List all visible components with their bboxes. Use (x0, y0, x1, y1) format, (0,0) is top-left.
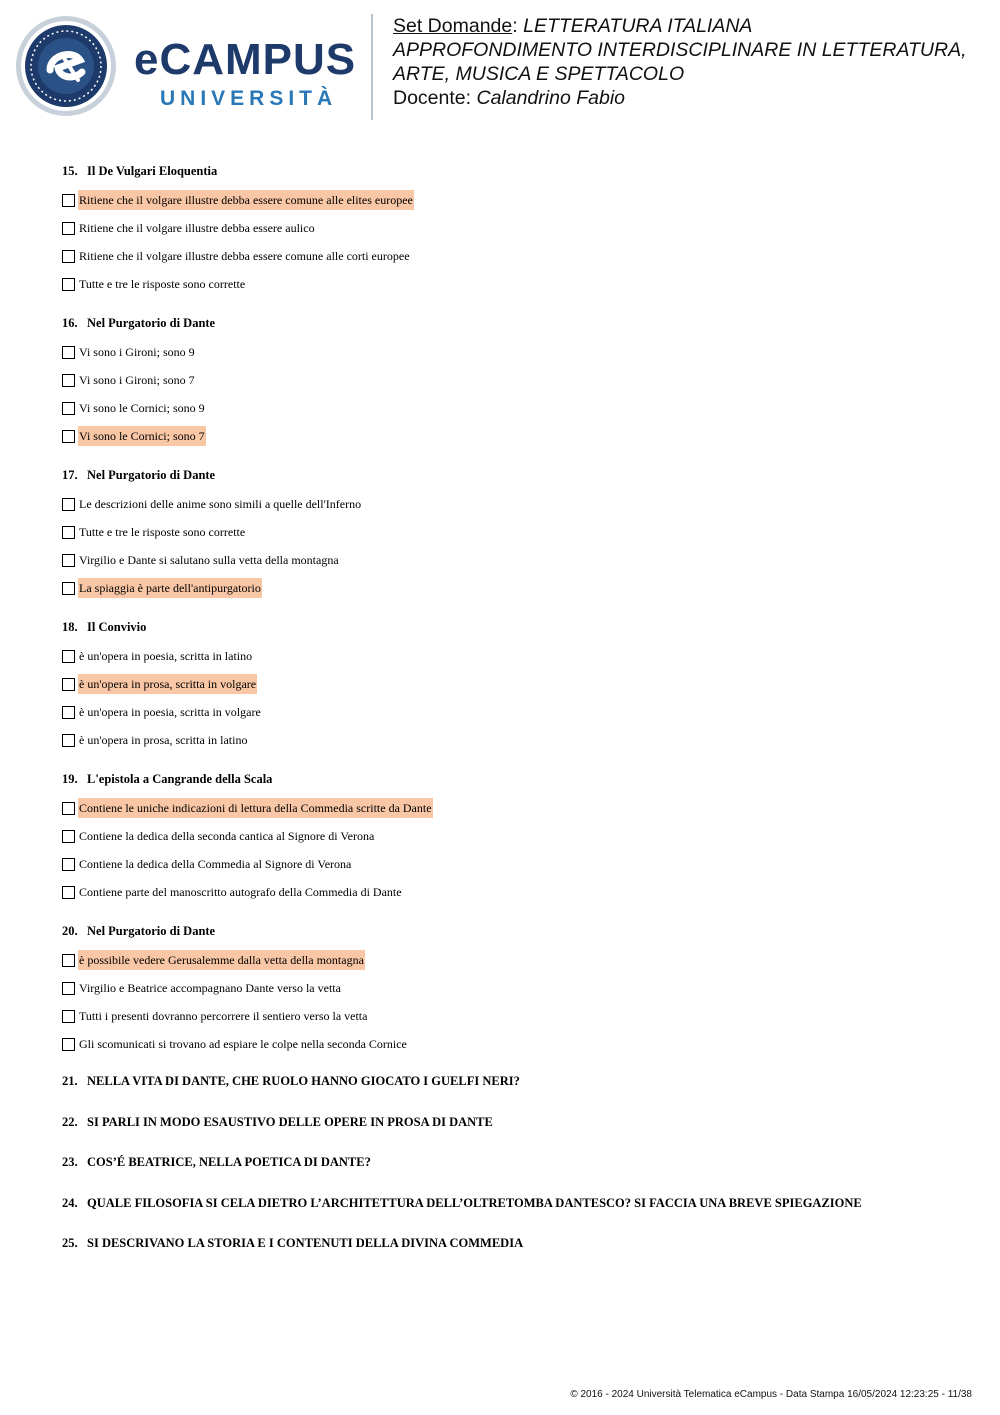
ecampus-emblem-icon (14, 14, 118, 118)
option-text: è un'opera in poesia, scritta in volgare (79, 705, 261, 719)
open-question-24: 24. QUALE FILOSOFIA SI CELA DIETRO L’ARCHITETTURA DELL’OLTRETOMBA DANTESCO? SI FACCIA UNA BREVE SPIEGAZIONE (62, 1195, 862, 1210)
ecampus-logo (14, 14, 359, 118)
checkbox[interactable] (62, 802, 75, 815)
checkbox[interactable] (62, 402, 75, 415)
question-20 (62, 920, 962, 1058)
option-text: Ritiene che il volgare illustre debba essere comune alle corti europee (79, 249, 410, 263)
question-title: 16. Nel Purgatorio di Dante (62, 316, 216, 330)
question-title: 17. Nel Purgatorio di Dante (62, 468, 216, 482)
answer-option[interactable] (62, 1002, 962, 1030)
answer-option[interactable] (62, 698, 962, 726)
checkbox[interactable] (62, 1010, 75, 1023)
question-16 (62, 312, 962, 450)
question-19 (62, 768, 962, 906)
answer-option[interactable] (62, 394, 962, 422)
answer-option[interactable] (62, 186, 962, 214)
option-text: Gli scomunicati si trovano ad espiare le colpe nella seconda Cornice (79, 1037, 407, 1051)
set-label: Set Domande (393, 15, 513, 37)
option-text: Contiene le uniche indicazioni di lettura della Commedia scritte da Dante (78, 798, 433, 818)
checkbox[interactable] (62, 858, 75, 871)
checkbox[interactable] (62, 346, 75, 359)
header-info (393, 14, 993, 110)
question-17 (62, 464, 962, 602)
checkbox[interactable] (62, 250, 75, 263)
answer-option[interactable] (62, 946, 962, 974)
checkbox[interactable] (62, 194, 75, 207)
checkbox[interactable] (62, 954, 75, 967)
checkbox[interactable] (62, 706, 75, 719)
checkbox[interactable] (62, 582, 75, 595)
checkbox[interactable] (62, 278, 75, 291)
checkbox[interactable] (62, 830, 75, 843)
answer-option[interactable] (62, 850, 962, 878)
option-text: Virgilio e Dante si salutano sulla vetta della montagna (79, 553, 339, 567)
answer-option[interactable] (62, 270, 962, 298)
questions-content (62, 160, 962, 1275)
checkbox[interactable] (62, 650, 75, 663)
option-text: Contiene la dedica della seconda cantica al Signore di Verona (79, 829, 375, 843)
answer-option[interactable] (62, 794, 962, 822)
page-footer: © 2016 - 2024 Università Telematica eCampus - Data Stampa 16/05/2024 12:23:25 - 11/38 (570, 1389, 972, 1400)
docente-label: Docente: (393, 87, 472, 109)
answer-option[interactable] (62, 338, 962, 366)
option-text: Vi sono le Cornici; sono 9 (79, 401, 205, 415)
answer-option[interactable] (62, 726, 962, 754)
answer-option[interactable] (62, 214, 962, 242)
question-title: 15. Il De Vulgari Eloquentia (62, 164, 218, 178)
logo-wordmark: eCAMPUS (134, 35, 357, 84)
open-question-22: 22. SI PARLI IN MODO ESAUSTIVO DELLE OPERE IN PROSA DI DANTE (62, 1114, 493, 1129)
answer-option[interactable] (62, 822, 962, 850)
option-text: Virgilio e Beatrice accompagnano Dante verso la vetta (79, 981, 341, 995)
checkbox[interactable] (62, 498, 75, 511)
docente-line (393, 86, 993, 110)
course-line-2: ARTE, MUSICA E SPETTACOLO (393, 63, 685, 85)
checkbox[interactable] (62, 526, 75, 539)
course-line-1: APPROFONDIMENTO INTERDISCIPLINARE IN LETTERATURA, (393, 39, 967, 61)
option-text: Tutti i presenti dovranno percorrere il sentiero verso la vetta (79, 1009, 368, 1023)
option-text: è un'opera in prosa, scritta in latino (79, 733, 248, 747)
question-title: 20. Nel Purgatorio di Dante (62, 924, 216, 938)
option-text: Le descrizioni delle anime sono simili a quelle dell'Inferno (79, 497, 362, 511)
option-text: Ritiene che il volgare illustre debba essere aulico (79, 221, 315, 235)
set-colon: : (512, 15, 524, 37)
answer-option[interactable] (62, 366, 962, 394)
option-text: Tutte e tre le risposte sono corrette (79, 525, 246, 539)
option-text: Contiene la dedica della Commedia al Signore di Verona (79, 857, 352, 871)
set-line (393, 14, 993, 38)
docente-value: Calandrino Fabio (476, 87, 625, 109)
answer-option[interactable] (62, 1030, 962, 1058)
answer-option[interactable] (62, 574, 962, 602)
page-header (0, 0, 1000, 130)
open-question-23: 23. COS’É BEATRICE, NELLA POETICA DI DANTE? (62, 1155, 371, 1169)
checkbox[interactable] (62, 554, 75, 567)
open-question-25: 25. SI DESCRIVANO LA STORIA E I CONTENUTI DELLA DIVINA COMMEDIA (62, 1236, 524, 1250)
answer-option[interactable] (62, 546, 962, 574)
open-question-21: 21. NELLA VITA DI DANTE, CHE RUOLO HANNO GIOCATO I GUELFI NERI? (62, 1074, 520, 1088)
answer-option[interactable] (62, 422, 962, 450)
checkbox[interactable] (62, 678, 75, 691)
answer-option[interactable] (62, 878, 962, 906)
checkbox[interactable] (62, 886, 75, 899)
option-text: Contiene parte del manoscritto autografo della Commedia di Dante (79, 885, 402, 899)
checkbox[interactable] (62, 374, 75, 387)
answer-option[interactable] (62, 642, 962, 670)
answer-option[interactable] (62, 242, 962, 270)
option-text: Vi sono i Gironi; sono 7 (79, 373, 195, 387)
checkbox[interactable] (62, 982, 75, 995)
answer-option[interactable] (62, 518, 962, 546)
checkbox[interactable] (62, 734, 75, 747)
question-18 (62, 616, 962, 754)
set-value: LETTERATURA ITALIANA (523, 15, 753, 37)
logo-subtitle: UNIVERSITÀ (160, 87, 338, 110)
question-title: 18. Il Convivio (62, 620, 147, 634)
answer-option[interactable] (62, 670, 962, 698)
option-text: Ritiene che il volgare illustre debba essere comune alle elites europee (78, 190, 414, 210)
checkbox[interactable] (62, 1038, 75, 1051)
question-title: 19. L'epistola a Cangrande della Scala (62, 772, 273, 786)
option-text: La spiaggia è parte dell'antipurgatorio (78, 578, 262, 598)
option-text: Tutte e tre le risposte sono corrette (79, 277, 246, 291)
option-text: Vi sono le Cornici; sono 7 (78, 426, 206, 446)
option-text: è un'opera in poesia, scritta in latino (79, 649, 253, 663)
checkbox[interactable] (62, 222, 75, 235)
answer-option[interactable] (62, 490, 962, 518)
option-text: è possibile vedere Gerusalemme dalla vetta della montagna (78, 950, 365, 970)
option-text: Vi sono i Gironi; sono 9 (79, 345, 195, 359)
option-text: è un'opera in prosa, scritta in volgare (78, 674, 257, 694)
answer-option[interactable] (62, 974, 962, 1002)
checkbox[interactable] (62, 430, 75, 443)
header-divider (371, 14, 373, 120)
question-15 (62, 160, 962, 298)
